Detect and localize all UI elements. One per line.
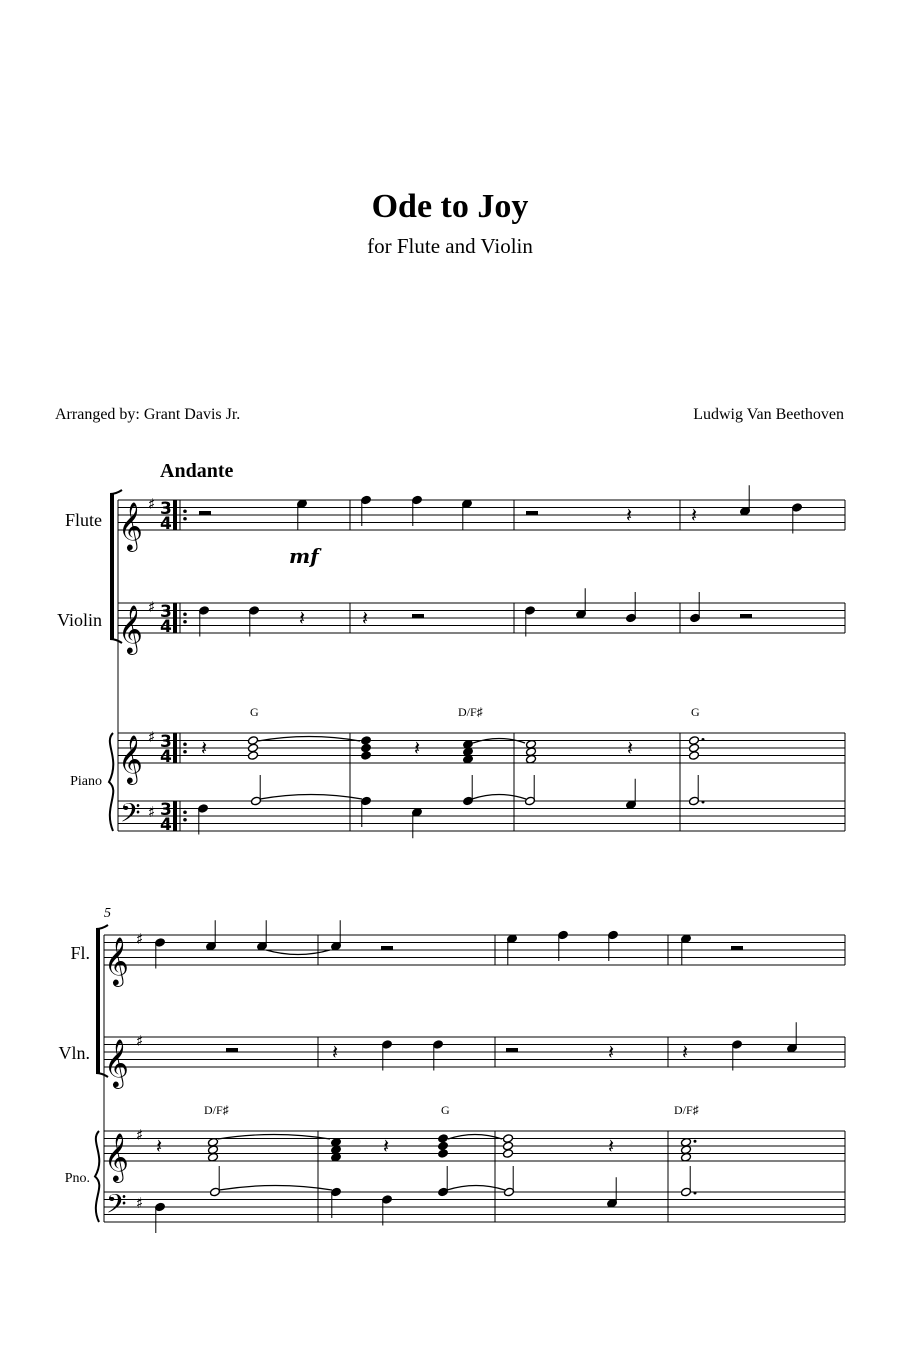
time-signature-top: 3 (160, 602, 172, 622)
half-rest (740, 614, 752, 618)
bracket-hook (96, 925, 108, 929)
half-rest (199, 511, 211, 515)
chord-symbol: G (250, 705, 259, 719)
time-signature-bottom: 4 (160, 617, 172, 637)
quarter-rest: 𝄽 (383, 1134, 390, 1158)
chord-symbol: G (691, 705, 700, 719)
chord-symbol: D/F♯ (458, 705, 483, 719)
quarter-rest: 𝄽 (691, 503, 698, 527)
notehead (361, 751, 372, 761)
repeat-dot (183, 612, 187, 616)
instrument-label-piano-short: Pno. (64, 1171, 90, 1186)
instrument-label-flute-short: Fl. (70, 943, 90, 963)
chord-symbol: D/F♯ (204, 1103, 229, 1117)
quarter-rest: 𝄽 (332, 1040, 339, 1064)
arranger-credit: Arranged by: Grant Davis Jr. (55, 406, 241, 423)
half-rest (731, 946, 743, 950)
quarter-rest: 𝄽 (299, 606, 306, 630)
tie (219, 1186, 332, 1191)
time-signature-top: 3 (160, 800, 172, 820)
repeat-dot (183, 620, 187, 624)
instrument-label-piano: Piano (70, 774, 102, 789)
key-signature-sharp: ♯ (148, 728, 156, 746)
time-signature-bottom: 4 (160, 815, 172, 835)
time-signature-bottom: 4 (160, 514, 172, 534)
half-rest (506, 1048, 518, 1052)
time-signature-top: 3 (160, 732, 172, 752)
tie (260, 795, 362, 800)
treble-clef: 𝄞 (118, 604, 143, 653)
chord-symbol: G (441, 1103, 450, 1117)
half-rest (226, 1048, 238, 1052)
notehead (438, 1141, 449, 1151)
piano-brace (95, 1131, 99, 1222)
piano-brace (109, 733, 113, 831)
key-signature-sharp: ♯ (148, 495, 156, 513)
repeat-barline-thick (173, 500, 177, 530)
repeat-dot (183, 517, 187, 521)
key-signature-sharp: ♯ (148, 598, 156, 616)
treble-clef: 𝄞 (104, 936, 129, 985)
notehead (438, 1149, 449, 1159)
notehead (689, 736, 700, 746)
instrument-label-violin: Violin (57, 610, 102, 630)
key-signature-sharp: ♯ (148, 803, 156, 821)
treble-clef: 𝄞 (118, 734, 143, 783)
instrument-label-violin-short: Vln. (58, 1043, 90, 1063)
notehead (503, 1134, 514, 1144)
dot (694, 1192, 697, 1195)
piece-title: Ode to Joy (371, 188, 529, 225)
tie (472, 795, 526, 800)
repeat-dot (183, 750, 187, 754)
half-rest (526, 511, 538, 515)
dynamic-marking: mf (289, 544, 319, 568)
key-signature-sharp: ♯ (136, 1032, 144, 1050)
bass-clef: 𝄢 (106, 1188, 127, 1226)
quarter-rest: 𝄽 (626, 503, 633, 527)
tie (447, 1186, 505, 1191)
time-signature-bottom: 4 (160, 747, 172, 767)
piece-subtitle: for Flute and Violin (367, 234, 533, 258)
notes (155, 485, 803, 1233)
repeat-dot (183, 818, 187, 822)
tie (266, 950, 330, 955)
half-rest (381, 946, 393, 950)
dot (694, 1140, 697, 1143)
chord-symbol: D/F♯ (674, 1103, 699, 1117)
key-signature-sharp: ♯ (136, 1194, 144, 1212)
dot (702, 738, 705, 741)
treble-clef: 𝄞 (104, 1038, 129, 1087)
quarter-rest: 𝄽 (201, 736, 208, 760)
repeat-dot (183, 509, 187, 513)
repeat-dot (183, 742, 187, 746)
notehead (361, 743, 372, 753)
quarter-rest: 𝄽 (362, 606, 369, 630)
tempo-marking: Andante (160, 460, 234, 482)
repeat-dot (183, 810, 187, 814)
notehead (438, 1134, 449, 1144)
quarter-rest: 𝄽 (608, 1040, 615, 1064)
notehead (248, 736, 259, 746)
measure-number: 5 (104, 906, 111, 921)
quarter-rest: 𝄽 (156, 1134, 163, 1158)
treble-clef: 𝄞 (104, 1132, 129, 1181)
bass-clef: 𝄢 (120, 797, 141, 835)
quarter-rest: 𝄽 (682, 1040, 689, 1064)
key-signature-sharp: ♯ (136, 1126, 144, 1144)
instrument-label-flute: Flute (64, 510, 102, 530)
repeat-barline-thick (173, 603, 177, 633)
bracket-hook (110, 490, 122, 494)
quarter-rest: 𝄽 (627, 736, 634, 760)
repeat-barline-thick (173, 733, 177, 763)
time-signature-top: 3 (160, 499, 172, 519)
dot (702, 801, 705, 804)
quarter-rest: 𝄽 (414, 736, 421, 760)
half-rest (412, 614, 424, 618)
repeat-barline-thick (173, 801, 177, 831)
quarter-rest: 𝄽 (608, 1134, 615, 1158)
composer-credit: Ludwig Van Beethoven (693, 406, 844, 423)
notehead (361, 736, 372, 746)
treble-clef: 𝄞 (118, 501, 143, 550)
key-signature-sharp: ♯ (136, 930, 144, 948)
